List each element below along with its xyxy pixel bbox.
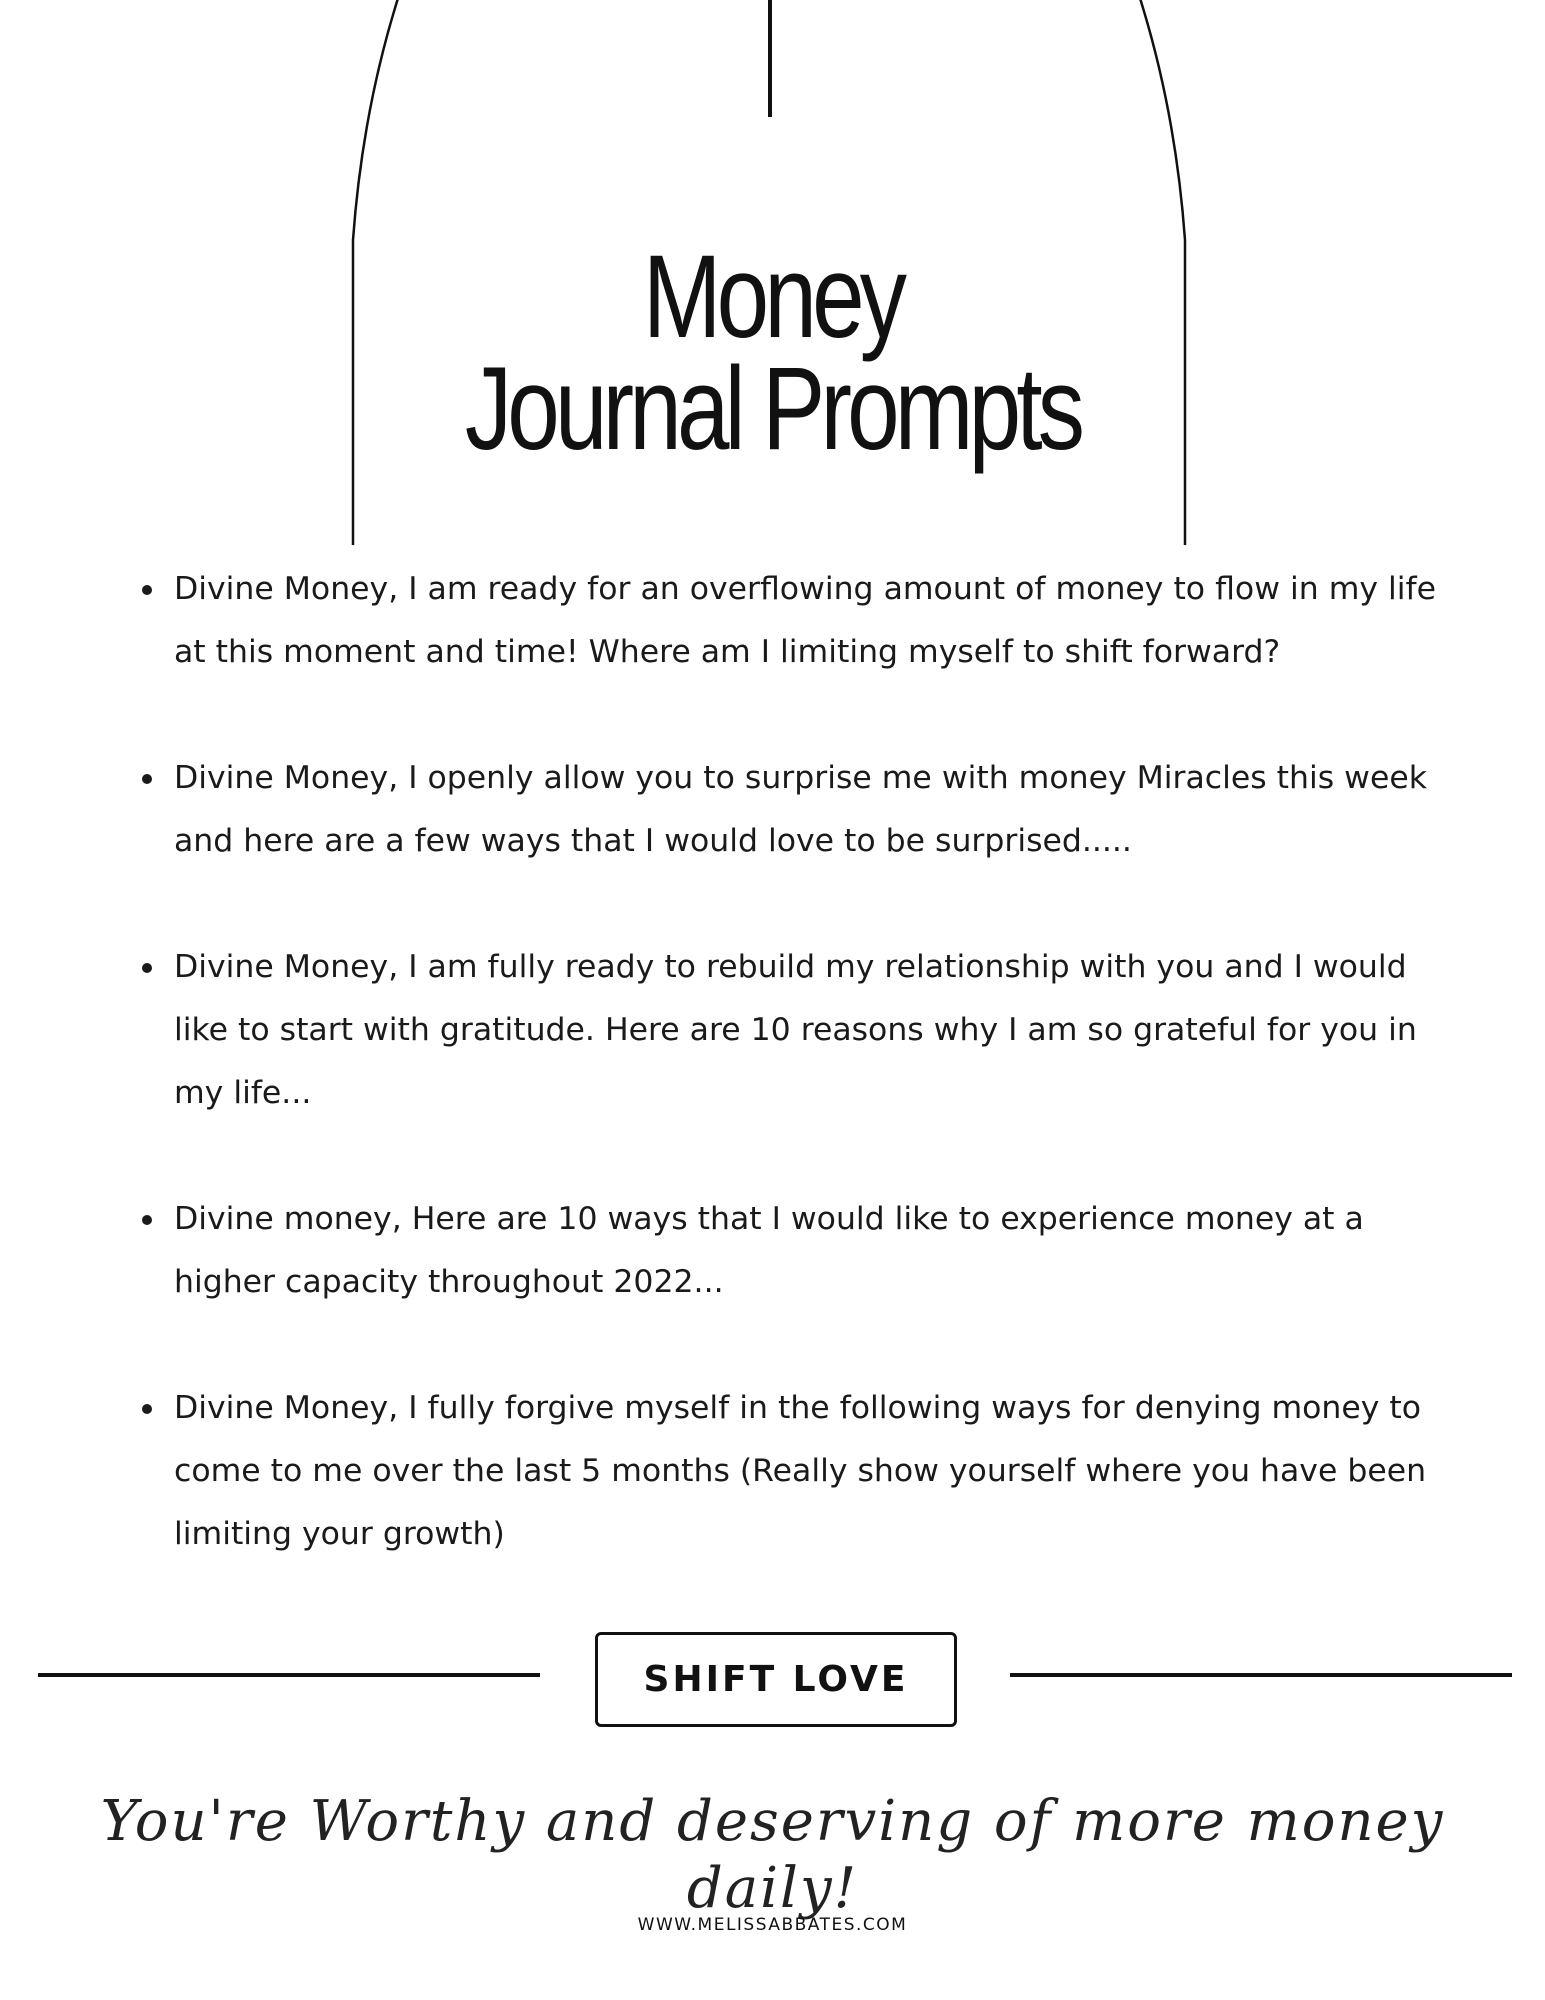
- prompt-item-1: Divine Money, I am ready for an overflowing amount of money to flow in my life at this moment and time! Where am I limiting myself to shift forward?: [140, 558, 1450, 684]
- prompt-item-4: Divine money, Here are 10 ways that I would like to experience money at a higher capacity throughout 2022...: [140, 1188, 1450, 1314]
- page-title-line-1: Money: [642, 231, 903, 363]
- website-link[interactable]: WWW.MELISSABBATES.COM: [637, 1915, 908, 1935]
- prompt-item-2: Divine Money, I openly allow you to surprise me with money Miracles this week and here are a few ways that I would love to be surprised.....: [140, 747, 1450, 873]
- prompt-item-3: Divine Money, I am fully ready to rebuild my relationship with you and I would like to start with gratitude. Here are 10 reasons why I am so grateful for you in my life...: [140, 936, 1450, 1125]
- tagline: You're Worthy and deserving of more money daily!: [100, 1789, 1445, 1922]
- prompt-list: [140, 558, 1450, 1629]
- prompt-item-5: Divine Money, I fully forgive myself in the following ways for denying money to come to me over the last 5 months (Really show yourself where you have been limiting your growth): [140, 1377, 1450, 1566]
- divider-left: [38, 1673, 540, 1677]
- shift-love-badge: SHIFT LOVE: [595, 1632, 957, 1727]
- page-title-line-2: Journal Prompts: [464, 343, 1081, 475]
- divider-right: [1010, 1673, 1512, 1677]
